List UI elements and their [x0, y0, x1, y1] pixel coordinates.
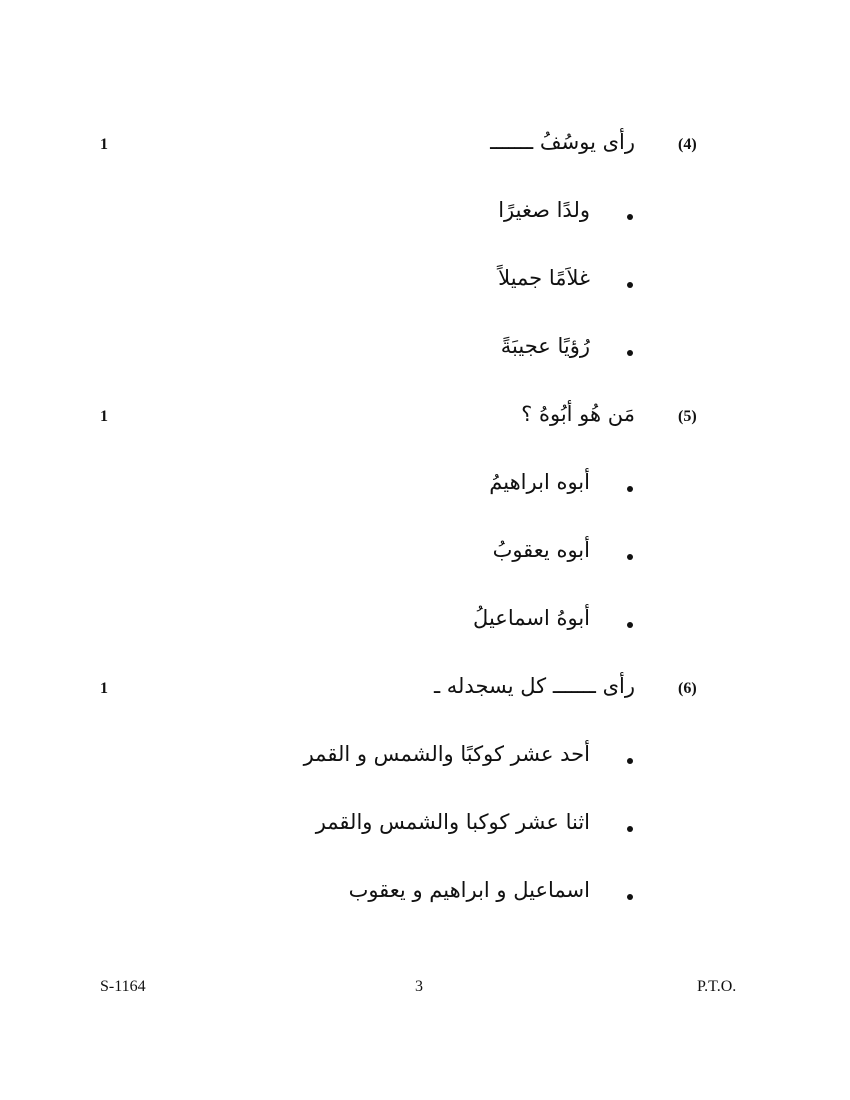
bullet-icon: [627, 214, 633, 220]
bullet-icon: [627, 622, 633, 628]
option-item: [0, 334, 850, 376]
question-6: [0, 674, 850, 720]
option-text: اسماعيل و ابراهيم و يعقوب: [348, 878, 590, 902]
bullet-icon: [627, 554, 633, 560]
option-text: أبوه يعقوبُ: [492, 538, 590, 562]
question-text: رأى ـــــــ كل يسجدله ـ: [433, 674, 635, 698]
option-item: [0, 538, 850, 580]
bullet-icon: [627, 282, 633, 288]
bullet-icon: [627, 758, 633, 764]
option-text: أبوهُ اسماعيلُ: [473, 606, 590, 630]
option-item: [0, 878, 850, 920]
paper-code: S-1164: [100, 978, 146, 995]
page-footer: [0, 978, 850, 1002]
option-text: غلاَمًا جميلاً: [498, 266, 590, 290]
question-number: (5): [678, 408, 697, 425]
bullet-icon: [627, 486, 633, 492]
option-text: أبوه ابراهيمُ: [489, 470, 590, 494]
option-item: [0, 810, 850, 852]
option-text: ولدًا صغيرًا: [498, 198, 590, 222]
question-4: [0, 130, 850, 176]
option-item: [0, 198, 850, 240]
page-number: 3: [415, 978, 423, 995]
question-number: (6): [678, 680, 697, 697]
option-item: [0, 470, 850, 512]
question-marks: 1: [100, 408, 108, 425]
option-text: أحد عشر كوكبًا والشمس و القمر: [303, 742, 590, 766]
question-marks: 1: [100, 136, 108, 153]
bullet-icon: [627, 894, 633, 900]
bullet-icon: [627, 826, 633, 832]
option-item: [0, 606, 850, 648]
option-item: [0, 742, 850, 784]
question-text: مَن هُو أبُوهُ ؟: [521, 402, 635, 426]
question-5: [0, 402, 850, 448]
option-text: اثنا عشر كوكبا والشمس والقمر: [315, 810, 590, 834]
question-marks: 1: [100, 680, 108, 697]
question-number: (4): [678, 136, 697, 153]
question-text: رأى يوسُفُ ـــــــ: [490, 130, 635, 154]
pto-label: P.T.O.: [697, 978, 737, 995]
option-text: رُؤيًا عجيبَةً: [500, 334, 590, 358]
bullet-icon: [627, 350, 633, 356]
option-item: [0, 266, 850, 308]
